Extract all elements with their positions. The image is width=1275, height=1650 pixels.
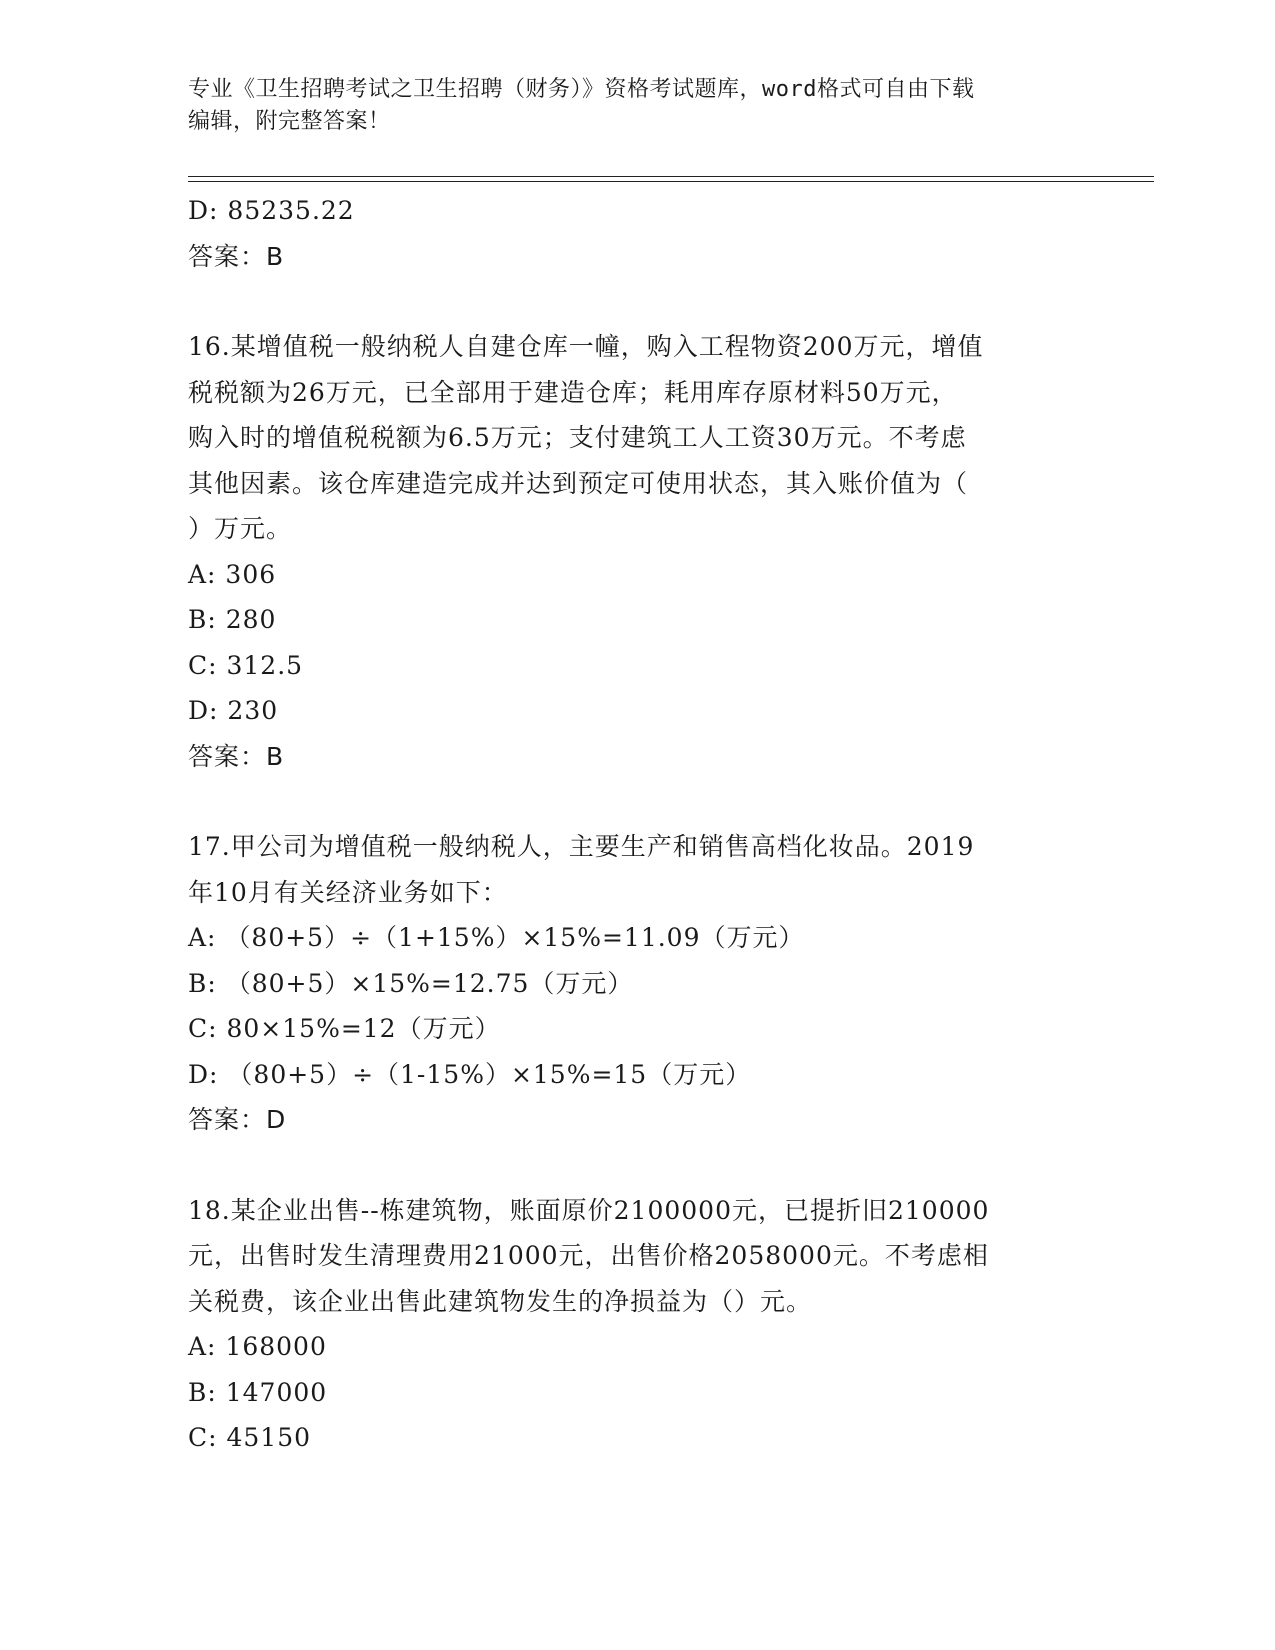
question-stem-line: 关税费，该企业出售此建筑物发生的净损益为（）元。	[188, 1286, 813, 1316]
option-a: A: 306	[188, 559, 277, 589]
spacer	[188, 779, 1088, 824]
question-15-tail	[188, 188, 1088, 279]
question-16	[188, 324, 1088, 779]
option-c: C: 45150	[188, 1423, 312, 1452]
question-stem-line: 17.甲公司为增值税一般纳税人，主要生产和销售高档化妆品。2019	[188, 832, 975, 861]
option-c: C: 80×15%=12（万元）	[188, 1014, 501, 1043]
option-b: B: 147000	[188, 1377, 328, 1407]
option-b: B: （80+5）×15%=12.75（万元）	[188, 968, 634, 998]
option-a: A: （80+5）÷（1+15%）×15%=11.09（万元）	[188, 923, 805, 952]
question-stem-line: 其他因素。该仓库建造完成并达到预定可使用状态，其入账价值为（	[188, 468, 969, 498]
question-17	[188, 824, 1088, 1143]
header-line-2: 编辑，附完整答案！	[188, 109, 391, 134]
question-stem-line: 元，出售时发生清理费用21000元，出售价格2058000元。不考虑相	[188, 1241, 989, 1270]
option-d: D: （80+5）÷（1-15%）×15%=15（万元）	[188, 1059, 752, 1089]
question-stem-line: 16.某增值税一般纳税人自建仓库一幢，购入工程物资200万元，增值	[188, 332, 984, 361]
question-stem-line: 18.某企业出售--栋建筑物，账面原价2100000元，已提折旧210000	[188, 1195, 990, 1225]
question-stem-line: 购入时的增值税税额为6.5万元；支付建筑工人工资30万元。不考虑	[188, 423, 967, 452]
header-divider-top	[188, 176, 1154, 177]
question-stem-line: 年10月有关经济业务如下：	[188, 877, 508, 907]
header-line-1: 专业《卫生招聘考试之卫生招聘（财务）》资格考试题库，word格式可自由下载	[188, 77, 975, 102]
option-a: A: 168000	[188, 1332, 327, 1361]
option-d: D: 85235.22	[188, 196, 355, 225]
question-stem-line: ）万元。	[188, 514, 293, 543]
option-b: B: 280	[188, 605, 277, 634]
option-d: D: 230	[188, 696, 279, 725]
question-stem-line: 税税额为26万元，已全部用于建造仓库；耗用库存原材料50万元，	[188, 377, 958, 407]
answer-line: 答案：B	[188, 241, 285, 271]
question-18	[188, 1188, 1088, 1461]
header-divider-bottom	[188, 181, 1154, 182]
option-c: C: 312.5	[188, 650, 304, 680]
spacer	[188, 279, 1088, 324]
spacer	[188, 1143, 1088, 1188]
question-content	[188, 188, 1088, 1461]
answer-line: 答案：B	[188, 741, 285, 771]
answer-line: 答案：D	[188, 1105, 287, 1134]
document-header	[188, 74, 1088, 138]
